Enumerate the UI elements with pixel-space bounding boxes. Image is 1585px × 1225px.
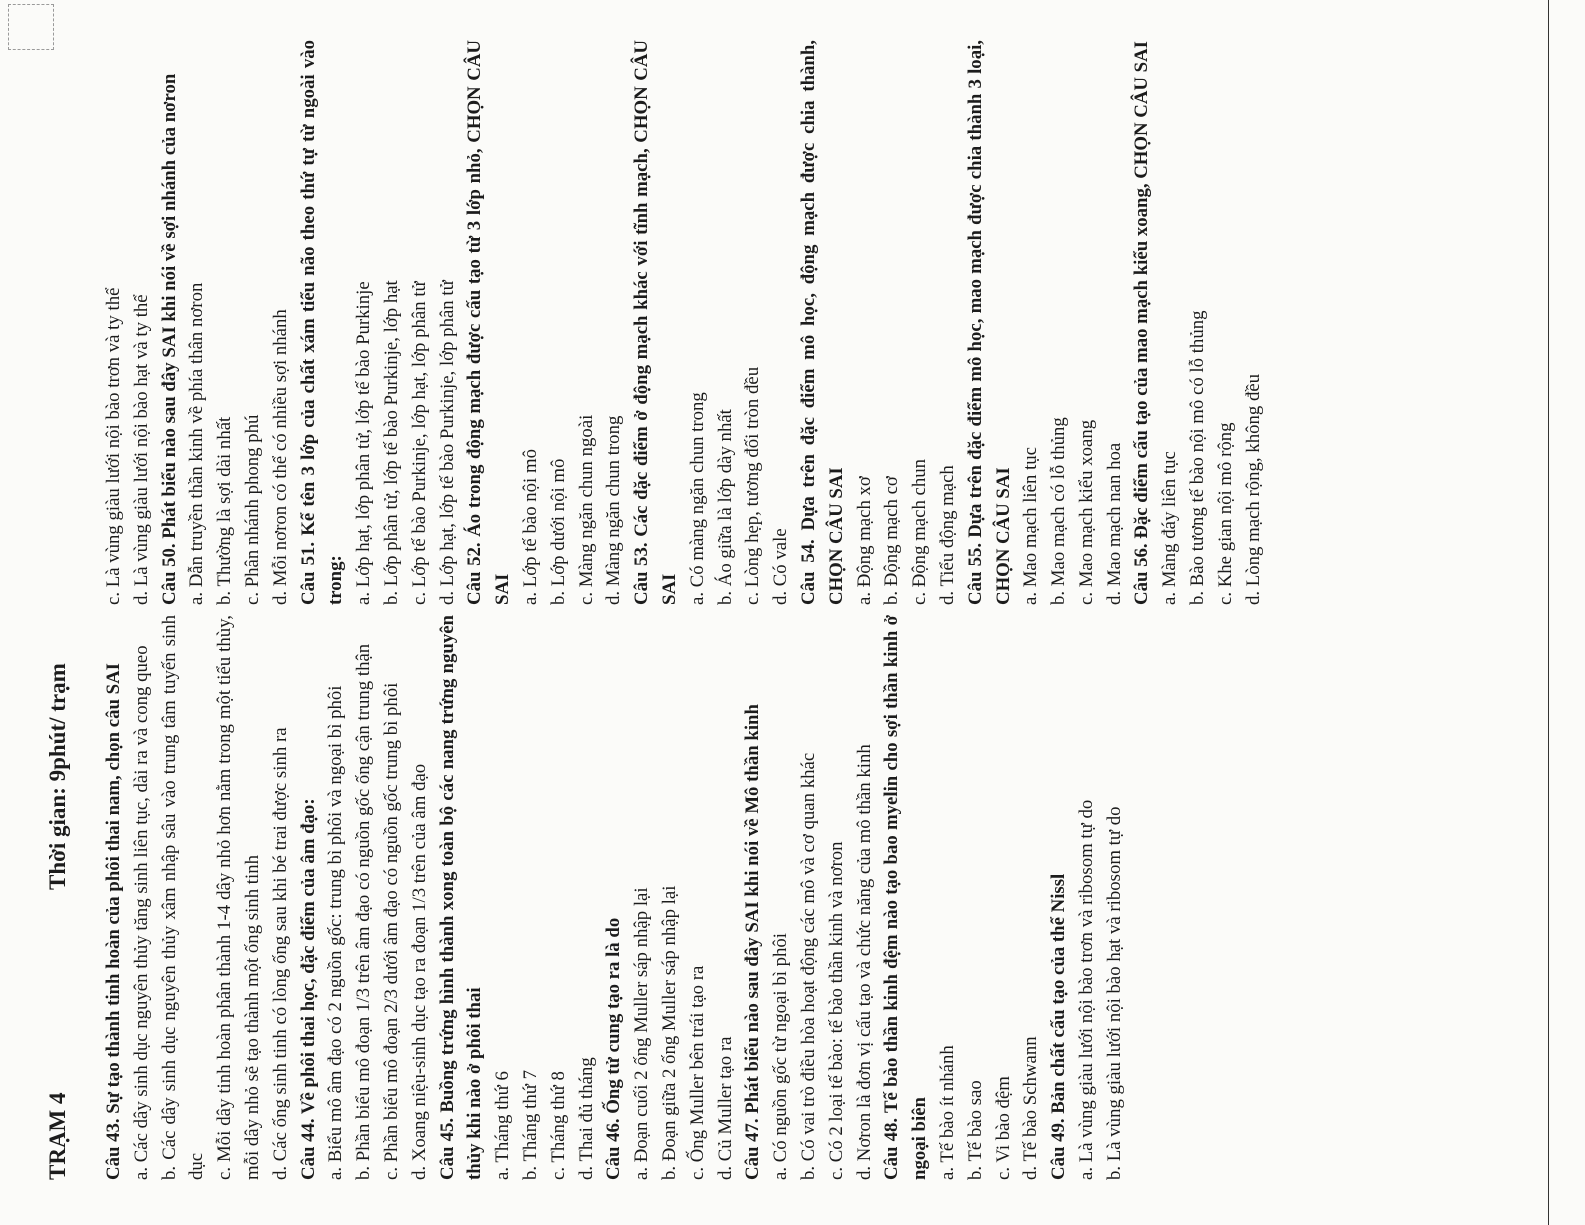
question-title: Câu 47. Phát biểu nào sau đây SAI khi nói về Mô thần kinh xyxy=(742,704,764,1180)
answer-option: d. Lớp hạt, lớp tế bào Purkinje, lớp phân tử xyxy=(436,280,458,605)
question-column-2 xyxy=(100,40,1267,605)
question-block xyxy=(878,615,1045,1180)
answer-option: d. Tế bào Schwann xyxy=(1020,1036,1042,1180)
answer-option: b. Bào tương tế bào nội mô có lỗ thủng xyxy=(1187,310,1209,605)
question-title: Câu 51. Kể tên 3 lớp của chất xám tiểu não theo thứ tự từ ngoài vào trong: xyxy=(297,40,347,605)
question-title: Câu 44. Về phôi thai học, đặc điểm của âm đạo: xyxy=(297,798,319,1180)
answer-option: c. Lòng hẹp, tương đối tròn đều xyxy=(742,366,764,605)
answer-option: b. Lớp phân tử, lớp tế bào Purkinje, lớp hạt xyxy=(380,280,402,605)
answer-option: b. Là vùng giàu lưới nội bào hạt và ribosom tự do xyxy=(1103,806,1125,1180)
answer-option: d. Mao mạch nan hoa xyxy=(1103,442,1125,605)
answer-option: d. Các ống sinh tinh có lòng ống sau khi bé trai được sinh ra xyxy=(269,727,291,1180)
question-block xyxy=(795,40,962,605)
question-title: Câu 55. Dựa trên đặc điểm mô học, mao mạch được chia thành 3 loại, CHỌN CÂU SAI xyxy=(964,40,1014,605)
answer-option: d. Thai đủ tháng xyxy=(575,1057,597,1180)
answer-option: b. Mao mạch có lỗ thủng xyxy=(1048,417,1070,605)
answer-option: a. Tháng thứ 6 xyxy=(492,1071,514,1180)
answer-option: a. Đoạn cuối 2 ống Muller sáp nhập lại xyxy=(631,887,653,1180)
answer-option: b. Động mạch cơ xyxy=(881,476,903,605)
answer-option: b. Phần biểu mô đoạn 1/3 trên âm đạo có nguồn gốc ống cận trung thận xyxy=(353,643,375,1180)
question-title: Câu 52. Áo trong động mạch được cấu tạo từ 3 lớp nhỏ, CHỌN CÂU SAI xyxy=(464,40,514,605)
answer-option: c. Màng ngăn chun ngoài xyxy=(575,414,597,605)
question-column-1 xyxy=(100,615,1128,1180)
station-label: TRẠM 4 xyxy=(45,1092,70,1180)
answer-option: b. Lớp dưới nội mô xyxy=(547,458,569,605)
answer-option: a. Động mạch xơ xyxy=(853,476,875,605)
question-title: Câu 49. Bản chất cấu tạo của thể Nissl xyxy=(1048,873,1070,1180)
answer-option: b. Áo giữa là lớp dày nhất xyxy=(714,409,736,605)
answer-option: c. Mỗi dây tinh hoàn phân thành 1-4 dây nhỏ hơn nằm trong một tiểu thùy, mỗi dây nhỏ sẽ tạo thành một ống sinh tinh xyxy=(214,615,263,1180)
answer-option: b. Tế bào sao xyxy=(964,1080,986,1180)
answer-option: b. Đoạn giữa 2 ống Muller sáp nhập lại xyxy=(658,885,680,1180)
answer-option: b. Có vai trò điều hòa hoạt động các mô và cơ quan khác xyxy=(797,752,819,1180)
answer-option: c. Ống Muller bên trái tạo ra xyxy=(686,965,708,1180)
answer-option: d. Có vale xyxy=(770,528,792,605)
question-block xyxy=(100,615,295,1180)
answer-option: c. Vi bào đệm xyxy=(992,1076,1014,1180)
answer-option: a. Dẫn truyền thần kinh về phía thân nơron xyxy=(186,282,208,605)
answer-option: c. Là vùng giàu lưới nội bào trơn và ty thể xyxy=(103,287,124,605)
answer-option: b. Thường là sợi dài nhất xyxy=(214,416,236,605)
answer-option: a. Lớp hạt, lớp phân tử, lớp tế bào Purkinje xyxy=(353,281,375,605)
answer-option: d. Màng ngăn chun trong xyxy=(603,415,625,605)
answer-option: a. Có nguồn gốc từ ngoại bì phôi xyxy=(770,932,792,1180)
page-header xyxy=(38,60,78,1180)
answer-option: b. Các dây sinh dục nguyên thủy xâm nhập sâu vào trung tâm tuyến sinh dục xyxy=(158,615,208,1180)
question-block xyxy=(600,615,739,1180)
answer-option: a. Biểu mô âm đạo có 2 nguồn gốc: trung bì phôi và ngoại bì phôi xyxy=(325,685,347,1180)
answer-option: c. Phần biểu mô đoạn 2/3 dưới âm đạo có nguồn gốc trung bì phôi xyxy=(380,682,402,1180)
question-block xyxy=(628,40,795,605)
question-title: Câu 54. Dựa trên đặc điểm mô học, động mạch được chia thành, CHỌN CÂU SAI xyxy=(797,40,847,605)
question-block xyxy=(295,40,462,605)
answer-option: d. Lòng mạch rộng, không đều xyxy=(1242,373,1264,605)
question-block xyxy=(156,40,295,605)
question-title: Câu 46. Ống tử cung tạo ra là do xyxy=(603,917,625,1180)
answer-option: a. Là vùng giàu lưới nội bào trơn và ribosom tự do xyxy=(1075,799,1097,1180)
answer-option: d. Là vùng giàu lưới nội bào hạt và ty thể xyxy=(130,294,152,605)
question-title: Câu 56. Đặc điểm cấu tạo của mao mạch kiểu xoang, CHỌN CÂU SAI xyxy=(1131,41,1153,605)
question-title: Câu 53. Các đặc điểm ở động mạch khác với tĩnh mạch, CHỌN CÂU SAI xyxy=(631,40,680,605)
answer-option: c. Lớp tế bào Purkinje, lớp hạt, lớp phân tử xyxy=(408,281,430,605)
answer-option: c. Mao mạch kiểu xoang xyxy=(1075,419,1097,605)
answer-option: c. Khe gian nội mô rộng xyxy=(1214,422,1236,605)
scan-stamp xyxy=(8,4,54,50)
answer-option: c. Động mạch chun xyxy=(909,458,931,605)
question-title: Câu 50. Phát biểu nào sau đây SAI khi nói về sợi nhánh của nơron xyxy=(158,73,180,605)
answer-option: d. Tiểu động mạch xyxy=(936,465,958,605)
question-block xyxy=(1045,615,1128,1180)
answer-option: a. Màng đáy liên tục xyxy=(1159,451,1181,605)
answer-option: a. Tế bào ít nhánh xyxy=(936,1045,958,1180)
answer-option: a. Các dây sinh dục nguyên thủy tăng sinh liên tục, dài ra và cong queo xyxy=(130,645,152,1180)
answer-option: d. Nơron là đơn vị cấu tạo và chức năng của mô thần kinh xyxy=(853,744,875,1180)
page-edge-line xyxy=(1548,0,1549,1225)
answer-option: b. Tháng thứ 7 xyxy=(519,1070,541,1180)
answer-option: d. Mỗi nơron có thể có nhiều sợi nhánh xyxy=(269,309,291,605)
answer-option: c. Tháng thứ 8 xyxy=(547,1071,569,1180)
question-block xyxy=(434,615,601,1180)
answer-option: a. Lớp tế bào nội mô xyxy=(519,449,541,605)
question-block xyxy=(962,40,1129,605)
question-title: Câu 43. Sự tạo thành tinh hoàn của phôi thai nam, chọn câu SAI xyxy=(103,663,124,1180)
question-block xyxy=(100,40,156,605)
question-block xyxy=(739,615,878,1180)
question-block xyxy=(1128,40,1267,605)
question-title: Câu 48. Tế bào thần kinh đệm nào tạo bao myelin cho sợi thần kinh ở ngoại biên xyxy=(881,615,931,1180)
answer-option: c. Phân nhánh phong phú xyxy=(241,414,263,605)
answer-option: d. Xoang niệu-sinh dục tạo ra đoạn 1/3 trên của âm đạo xyxy=(408,763,430,1180)
answer-option: c. Có 2 loại tế bào: tế bào thần kinh và nơron xyxy=(825,841,847,1180)
time-label: Thời gian: 9phút/ trạm xyxy=(45,663,70,890)
question-block xyxy=(295,615,434,1180)
answer-option: a. Mao mạch liên tục xyxy=(1020,446,1042,605)
answer-option: a. Có màng ngăn chun trong xyxy=(686,392,708,605)
question-title: Câu 45. Buồng trứng hình thành xong toàn bộ các nang trứng nguyên thủy khi nào ở phôi thai xyxy=(436,615,486,1180)
answer-option: d. Củ Muller tạo ra xyxy=(714,1036,736,1180)
question-block xyxy=(461,40,628,605)
